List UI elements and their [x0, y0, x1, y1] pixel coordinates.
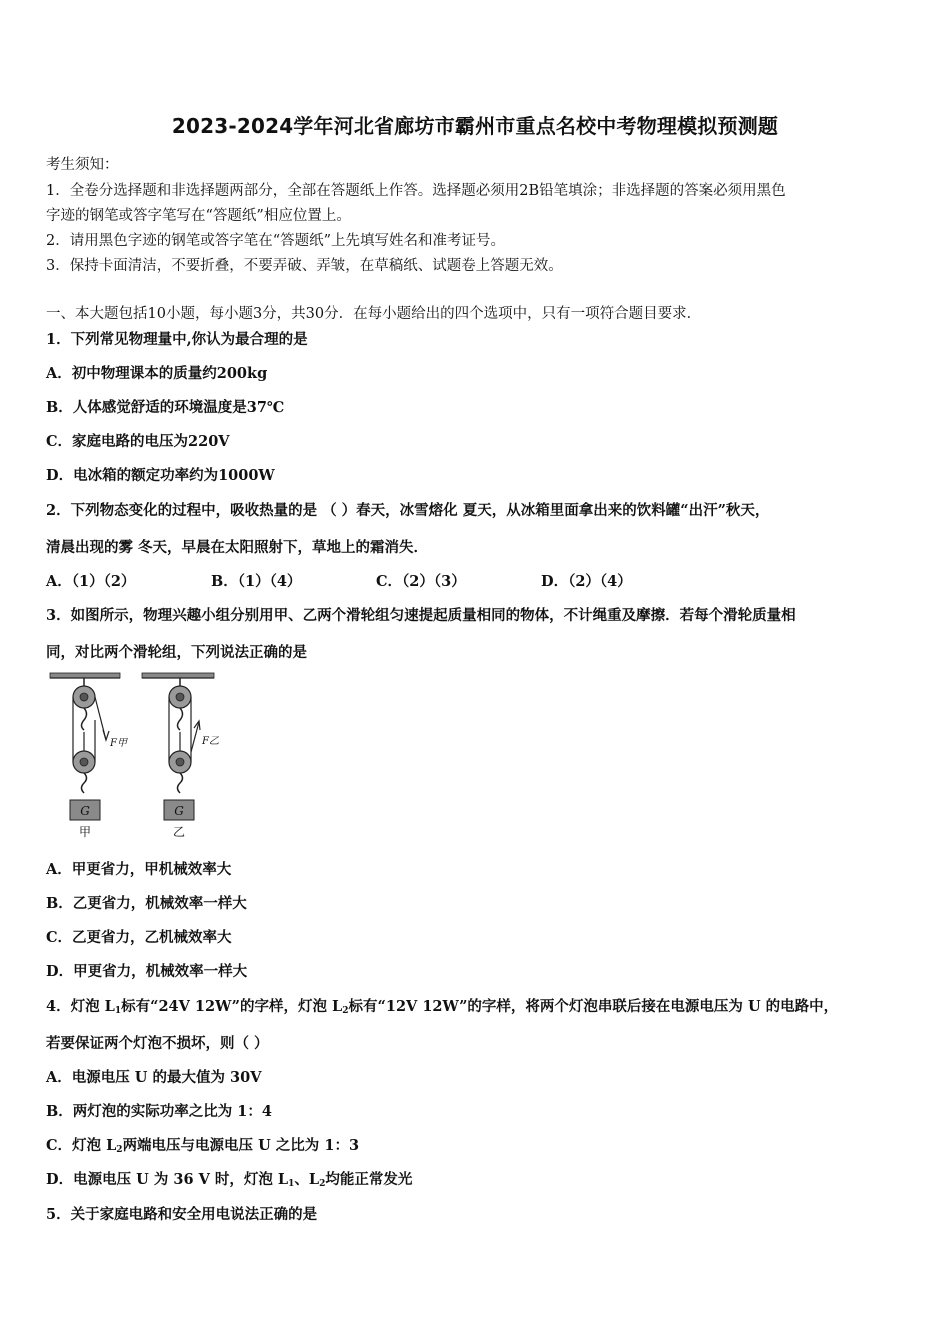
q3-option-b: B．乙更省力，机械效率一样大 [46, 895, 247, 912]
q3-option-c: C．乙更省力，乙机械效率大 [46, 929, 232, 946]
q4-option-d-sub2: 2 [319, 1179, 326, 1189]
page-title: 2023-2024学年河北省廊坊市霸州市重点名校中考物理模拟预测题 [171, 114, 779, 138]
q4-option-d [46, 1168, 412, 1189]
q2-option-c: C．（2）（3） [376, 573, 466, 590]
q2-stem-line1: 2．下列物态变化的过程中，吸收热量的是 （ ）春天，冰雪熔化 夏天，从冰箱里面拿出来的饮料罐“出汗”秋天， [46, 502, 770, 519]
left-force-label: F甲 [110, 738, 127, 749]
right-weight-label: G [174, 804, 184, 818]
q4-option-c-sub: 2 [116, 1145, 123, 1155]
notice-heading: 考生须知： [46, 157, 119, 173]
q3-stem-line2: 同，对比两个滑轮组，下列说法正确的是 [46, 644, 307, 661]
q4-stem-part2: 标有“24V 12W”的字样，灯泡 L [121, 998, 343, 1015]
pulley-left [50, 673, 128, 839]
q4-option-d-sub1: 1 [288, 1179, 295, 1189]
q3-stem-line1: 3．如图所示，物理兴趣小组分别用甲、乙两个滑轮组匀速提起质量相同的物体，不计绳重及摩擦．若每个滑轮质量相 [46, 607, 796, 624]
q3-option-d: D．甲更省力，机械效率一样大 [46, 963, 248, 980]
q4-option-a: A．电源电压 U 的最大值为 30V [46, 1069, 262, 1086]
q4-stem-part3: 标有“12V 12W”的字样，将两个灯泡串联后接在电源电压为 U 的电路中， [348, 998, 839, 1015]
q4-option-c [46, 1134, 359, 1155]
left-label: 甲 [78, 825, 92, 839]
section-heading: 一、本大题包括10小题，每小题3分，共30分．在每小题给出的四个选项中，只有一项符合题目要求． [46, 306, 702, 322]
q4-stem-part1: 4．灯泡 L [46, 998, 115, 1015]
q2-option-b: B．（1）（4） [211, 573, 302, 590]
q4-stem-line1 [46, 995, 838, 1016]
notice-item-2: 2．请用黑色字迹的钢笔或答字笔在“答题纸”上先填写姓名和准考证号。 [46, 233, 506, 249]
q1-option-a: A．初中物理课本的质量约200kg [46, 365, 268, 382]
notice-item-1-cont: 字迹的钢笔或答字笔写在“答题纸”相应位置上。 [46, 208, 351, 224]
q4-option-b: B．两灯泡的实际功率之比为 1：4 [46, 1103, 272, 1120]
q1-option-c: C．家庭电路的电压为220V [46, 433, 230, 450]
q1-option-d: D．电冰箱的额定功率约为1000W [46, 467, 275, 484]
q4-option-d-part1: D．电源电压 U 为 36 V 时，灯泡 L [46, 1171, 289, 1188]
q4-option-c-part2: 两端电压与电源电压 U 之比为 1：3 [122, 1137, 360, 1154]
q5-stem: 5．关于家庭电路和安全用电说法正确的是 [46, 1206, 318, 1223]
q4-sub2: 2 [342, 1006, 349, 1016]
q4-stem-line2: 若要保证两个灯泡不损坏，则（ ） [46, 1035, 269, 1052]
q2-option-a: A．（1）（2） [46, 573, 136, 590]
pulley-right [142, 673, 219, 839]
q4-option-d-part2: 均能正常发光 [325, 1171, 413, 1188]
right-force-label: F乙 [202, 736, 219, 747]
notice-item-1: 1．全卷分选择题和非选择题两部分，全部在答题纸上作答。选择题必须用2B铅笔填涂；非选择题的答案必须用黑色 [46, 183, 786, 199]
q2-option-d: D．（2）（4） [541, 573, 632, 590]
left-weight-label: G [80, 804, 90, 818]
notice-item-3: 3．保持卡面清洁，不要折叠，不要弄破、弄皱，在草稿纸、试题卷上答题无效。 [46, 258, 563, 274]
q4-sub1: 1 [114, 1006, 122, 1016]
q4-option-d-mid: 、L [294, 1171, 320, 1188]
q4-option-c-part1: C．灯泡 L [46, 1137, 117, 1154]
q3-option-a: A．甲更省力，甲机械效率大 [46, 861, 232, 878]
right-label: 乙 [172, 825, 186, 839]
q1-option-b: B．人体感觉舒适的环境温度是37℃ [46, 399, 285, 416]
q2-stem-line2: 清晨出现的雾 冬天，早晨在太阳照射下，草地上的霜消失． [46, 539, 429, 556]
q1-stem: 1．下列常见物理量中,你认为最合理的是 [46, 331, 308, 348]
pulley-figure [44, 670, 224, 842]
